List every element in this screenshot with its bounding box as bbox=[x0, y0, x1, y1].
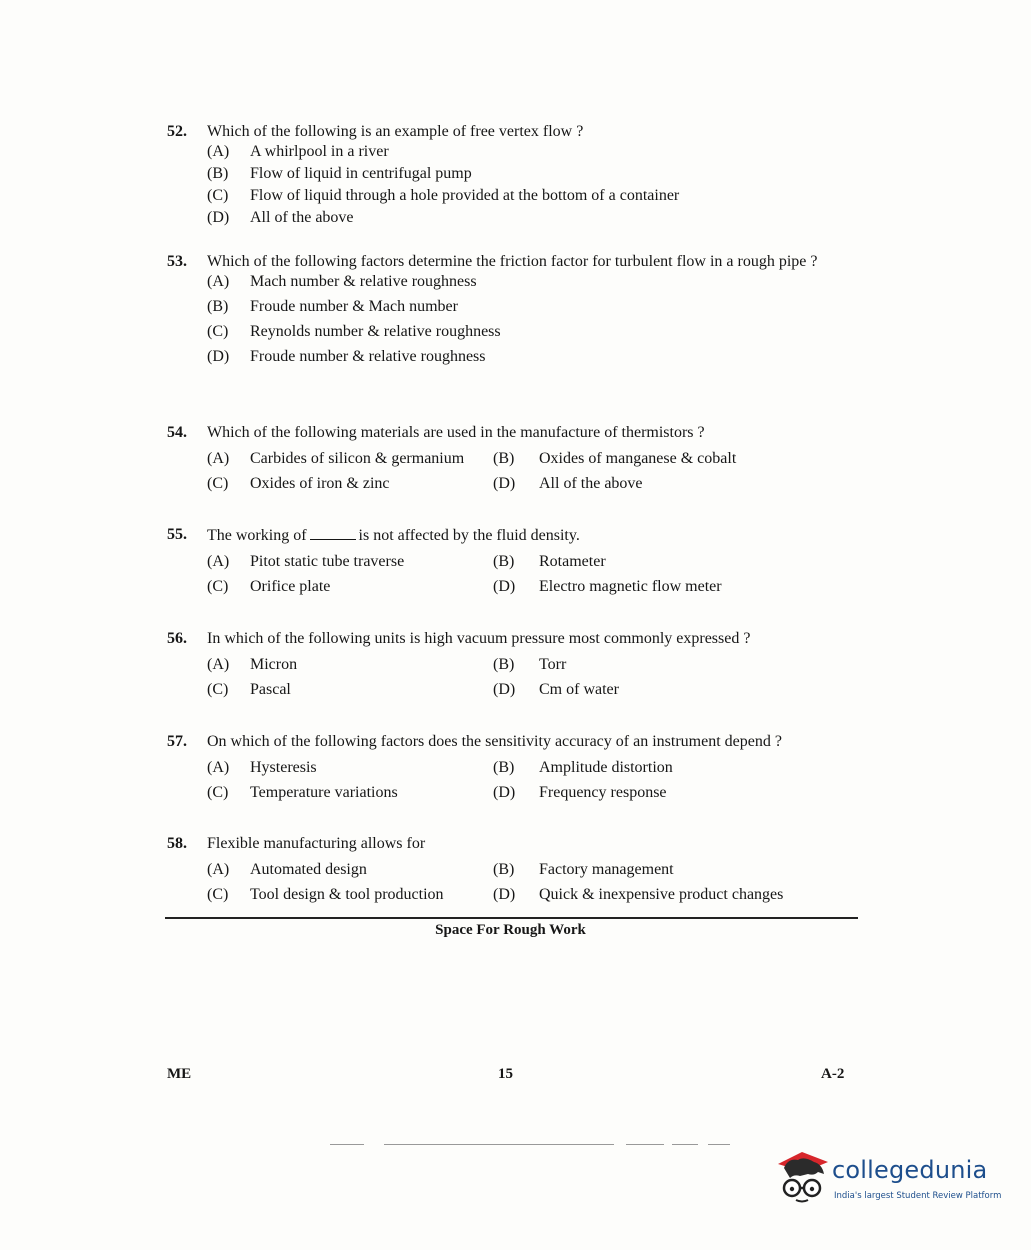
option-b-label: (B) bbox=[493, 861, 515, 878]
question-53 bbox=[167, 252, 857, 372]
option-a: (A) Mach number & relative roughness bbox=[207, 273, 477, 290]
option-d-label: (D) bbox=[493, 784, 516, 801]
option-c: (C) Flow of liquid through a hole provided at the bottom of a container bbox=[207, 187, 680, 204]
option-b-text: Factory management bbox=[539, 861, 674, 878]
footer-subject-code: ME bbox=[167, 1066, 192, 1082]
option-c-text: Tool design & tool production bbox=[250, 886, 444, 903]
option-b-label: (B) bbox=[493, 553, 515, 570]
option-a: (A) A whirlpool in a river bbox=[207, 143, 389, 160]
option-a-text: Hysteresis bbox=[250, 759, 317, 776]
question-text: Which of the following is an example of free vertex flow ? bbox=[207, 123, 584, 140]
option-c: (C) Reynolds number & relative roughness bbox=[207, 323, 501, 340]
option-row bbox=[207, 552, 857, 577]
option-c-label: (C) bbox=[207, 784, 229, 801]
option-d-text: All of the above bbox=[539, 475, 643, 492]
option-d-text: Frequency response bbox=[539, 784, 667, 801]
option-d-label: (D) bbox=[493, 578, 516, 595]
rough-work-heading: Space For Rough Work bbox=[435, 922, 586, 938]
question-52 bbox=[167, 122, 857, 230]
option-b-text: Torr bbox=[539, 656, 567, 673]
question-number: 53. bbox=[167, 253, 187, 270]
option-a-text: Carbides of silicon & germanium bbox=[250, 450, 465, 467]
question-57 bbox=[167, 732, 857, 808]
option-row bbox=[207, 860, 857, 885]
question-text: The working of is not affected by the fluid density. bbox=[207, 527, 580, 544]
option-c-text: Pascal bbox=[250, 681, 291, 698]
option-d: (D) All of the above bbox=[207, 209, 354, 226]
divider bbox=[165, 917, 858, 919]
option-a-label: (A) bbox=[207, 553, 230, 570]
option-b-label: (B) bbox=[493, 656, 515, 673]
question-text: Flexible manufacturing allows for bbox=[207, 835, 426, 852]
question-55 bbox=[167, 525, 857, 602]
option-b-label: (B) bbox=[493, 759, 515, 776]
option-row bbox=[207, 885, 857, 910]
option-b: (B) Froude number & Mach number bbox=[207, 298, 458, 315]
option-b-label: (B) bbox=[493, 450, 515, 467]
option-a-label: (A) bbox=[207, 656, 230, 673]
question-text: In which of the following units is high vacuum pressure most commonly expressed ? bbox=[207, 630, 751, 647]
footer-set-code: A-2 bbox=[821, 1066, 845, 1082]
question-number: 52. bbox=[167, 123, 187, 140]
option-row bbox=[207, 474, 857, 499]
option-a-label: (A) bbox=[207, 759, 230, 776]
option-b-text: Oxides of manganese & cobalt bbox=[539, 450, 737, 467]
option-d-text: Quick & inexpensive product changes bbox=[539, 886, 784, 903]
option-b-text: Rotameter bbox=[539, 553, 606, 570]
option-d: (D) Froude number & relative roughness bbox=[207, 348, 486, 365]
scan-artifact-line bbox=[384, 1144, 614, 1145]
option-c-text: Temperature variations bbox=[250, 784, 398, 801]
scan-artifact-line bbox=[708, 1144, 730, 1145]
question-56 bbox=[167, 629, 857, 705]
option-row bbox=[207, 577, 857, 602]
option-c-text: Oxides of iron & zinc bbox=[250, 475, 390, 492]
question-text: Which of the following factors determine the friction factor for turbulent flow in a rough pipe ? bbox=[207, 253, 818, 270]
option-b-text: Amplitude distortion bbox=[539, 759, 673, 776]
page-number: 15 bbox=[498, 1066, 513, 1082]
question-number: 58. bbox=[167, 835, 187, 852]
option-a-text: Pitot static tube traverse bbox=[250, 553, 405, 570]
option-b: (B) Flow of liquid in centrifugal pump bbox=[207, 165, 472, 182]
scan-artifact-line bbox=[330, 1144, 364, 1145]
question-text: On which of the following factors does the sensitivity accuracy of an instrument depend ? bbox=[207, 733, 782, 750]
question-58 bbox=[167, 834, 857, 910]
scan-artifact-line bbox=[672, 1144, 698, 1145]
scan-artifact-line bbox=[626, 1144, 664, 1145]
brand-tagline: India's largest Student Review Platform bbox=[834, 1191, 1002, 1201]
option-a-text: Automated design bbox=[250, 861, 367, 878]
question-number: 56. bbox=[167, 630, 187, 647]
option-d-text: Cm of water bbox=[539, 681, 619, 698]
mascot-icon bbox=[774, 1146, 832, 1206]
question-54 bbox=[167, 423, 857, 499]
option-d-label: (D) bbox=[493, 475, 516, 492]
option-a-label: (A) bbox=[207, 861, 230, 878]
option-d-text: Electro magnetic flow meter bbox=[539, 578, 722, 595]
question-number: 55. bbox=[167, 526, 187, 543]
fill-in-blank bbox=[310, 525, 356, 540]
option-a-text: Micron bbox=[250, 656, 298, 673]
question-number: 54. bbox=[167, 424, 187, 441]
collegedunia-logo bbox=[774, 1146, 1004, 1216]
option-c-label: (C) bbox=[207, 578, 229, 595]
brand-name: collegedunia bbox=[832, 1156, 988, 1184]
option-a-label: (A) bbox=[207, 450, 230, 467]
option-d-label: (D) bbox=[493, 681, 516, 698]
question-number: 57. bbox=[167, 733, 187, 750]
option-d-label: (D) bbox=[493, 886, 516, 903]
option-row bbox=[207, 449, 857, 474]
option-row bbox=[207, 680, 857, 705]
option-row bbox=[207, 655, 857, 680]
option-c-text: Orifice plate bbox=[250, 578, 331, 595]
option-c-label: (C) bbox=[207, 681, 229, 698]
option-c-label: (C) bbox=[207, 886, 229, 903]
option-row bbox=[207, 758, 857, 783]
option-c-label: (C) bbox=[207, 475, 229, 492]
question-text: Which of the following materials are used in the manufacture of thermistors ? bbox=[207, 424, 705, 441]
option-row bbox=[207, 783, 857, 808]
